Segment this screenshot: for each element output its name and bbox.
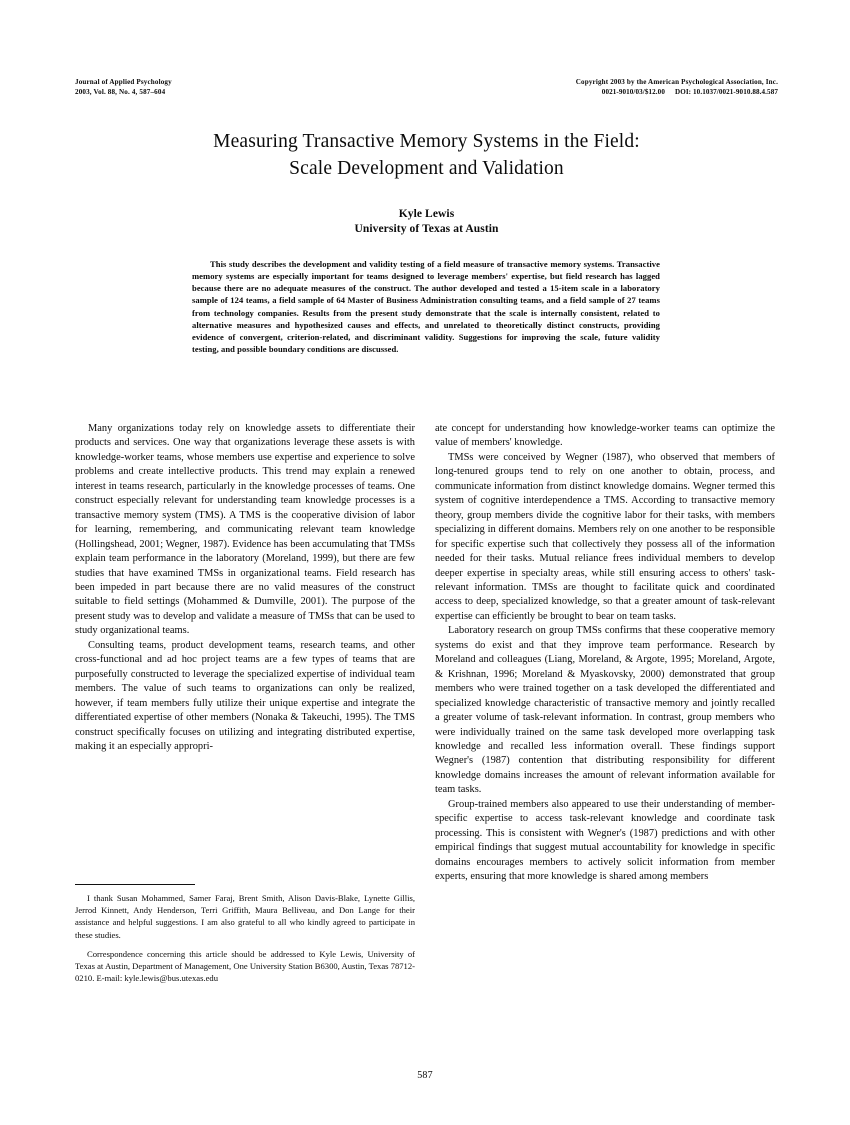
issn-doi-line [576,88,778,98]
acknowledgment-note: I thank Susan Mohammed, Samer Faraj, Brent Smith, Alison Davis-Blake, Lynette Gillis, Jerrod Kinnett, Andy Henderson, Terri Griffith, Maura Belliveau, and Don Lange for their assistance and helpful suggestions. I am also grateful to all who kindly agreed to participate in these studies. [75,893,415,940]
title-block [75,128,778,182]
body-paragraph: TMSs were conceived by Wegner (1987), who observed that members of long-tenured groups tend to rely on one another to obtain, process, and communicate information from distinct knowledge domains. Wegner termed this system of cognitive interdependence a TMS. According to transactive memory theory, group members divide the cognitive labor for their tasks, with members specializing in different domains. Members rely on one another to be responsible for specific expertise such that collectively they possess all of the information needed for their tasks. Mutual reliance frees individual members to develop deeper expertise in specialty areas, while still ensuring access to others' task-relevant information. TMSs are thought to facilitate quick and coordinated access to deep, specialized knowledge, so that a greater amount of task-relevant expertise can efficiently be brought to bear on team tasks. [435,451,775,622]
body-paragraph: Many organizations today rely on knowledge assets to differentiate their products and services. One way that organizations leverage these assets is with knowledge-worker teams, whose members use expertise and experience to solve problems and create intellective products. This trend may explain a renewed interest in teams research, particularly in the knowledge processes of teams. One construct especially relevant for understanding team knowledge processes is a transactive memory system (TMS). A TMS is the cooperative division of labor for learning, remembering, and communicating relevant team knowledge (Hollingshead, 2001; Wegner, 1987). Evidence has been accumulating that TMSs explain team performance in the laboratory (Moreland, 1999), but there are few studies that have examined TMSs in organizational teams. Field research has been impeded in part because there are no valid measures of the construct suitable to field settings (Mohammed & Dumville, 2001). The purpose of the present study was to develop and validate a measure of TMSs that can be used to study organizational teams. [75,423,415,637]
issn-text: 0021-9010/03/$12.00 [601,87,665,96]
body-column-right [435,422,775,885]
body-paragraph: Consulting teams, product development teams, research teams, and other cross-functional and ad hoc project teams are a few types of teams that are purposefully constructed to leverage the specialized expertise of individual team members. The value of such teams to organizations can only be realized, however, if team members fully utilize their unique expertise and integrate the differentiated expertise of other members (Nonaka & Takeuchi, 1995). The TMS construct specifically focuses on utilizing and integrating distributed expertise, making it an especially appropri- [75,639,415,752]
abstract: This study describes the development and validity testing of a field measure of transactive memory systems. Transactive memory systems are especially important for teams designed to leverage members' expertise, but field research has lagged because there are no adequate measures of the construct. The author developed and tested a 15-item scale in a laboratory sample of 124 teams, a field sample of 64 Master of Business Administration consulting teams, and a field sample of 27 teams from technology companies. Results from the present study demonstrate that the scale is internally consistent, related to alternative measures and hypothesized causes and effects, and unrelated to theoretically distinct constructs, providing evidence of convergent, criterion-related, and discriminant validity. Suggestions for improving the scale, future validity testing, and possible boundary conditions are discussed. [192,259,660,355]
journal-issue-line: 2003, Vol. 88, No. 4, 587–604 [75,87,166,96]
title-line-2: Scale Development and Validation [289,158,564,179]
author-affiliation: University of Texas at Austin [354,223,499,235]
body-paragraph: Group-trained members also appeared to use their understanding of member-specific expertise to access task-relevant knowledge and coordinate task processing. This is consistent with Wegner's (1987) predictions and with other empirical findings that suggest mutual accountability for knowledge in specific domains encourages members to actively solicit information from member experts, ensuring that more knowledge is shared among members [435,798,775,883]
page-number: 587 [417,1070,433,1081]
author-name: Kyle Lewis [398,208,455,220]
correspondence-note: Correspondence concerning this article should be addressed to Kyle Lewis, University of Texas at Austin, Department of Management, One University Station B6300, Austin, Texas 78712-0210. E-mail: kyle.lewis@bus.utexas.edu [75,948,415,984]
footnote-rule [75,884,195,885]
body-column-left [75,422,415,754]
journal-identification [75,78,172,97]
doi-text: DOI: 10.1037/0021-9010.88.4.587 [674,87,778,96]
journal-name: Journal of Applied Psychology [75,78,172,86]
footnote-area [75,884,415,984]
body-paragraph: Laboratory research on group TMSs confirms that these cooperative memory systems do exist and that they improve team performance. Research by Moreland and colleagues (Liang, Moreland, & Argote, 1995; Moreland, Argote, & Krishnan, 1996; Moreland & Myaskovsky, 2000) demonstrated that group members who were trained together on a task developed the differentiated and specialized knowledge characteristic of transactive memory and jointly recalled a greater volume of task-relevant information. In contrast, group members who were individually trained on the same task developed more overlapping task knowledge and recalled less information overall. These findings support Wegner's (1987) contention that distributing responsibility for different knowledge domains increases the amount of relevant information available for team tasks. [435,625,775,796]
author-block [75,207,778,237]
body-paragraph: ate concept for understanding how knowledge-worker teams can optimize the value of members' knowledge. [435,423,775,449]
copyright-line: Copyright 2003 by the American Psychological Association, Inc. [575,78,778,86]
running-head [75,78,778,104]
copyright-block [576,78,778,97]
page-title [75,128,778,182]
title-line-1: Measuring Transactive Memory Systems in the Field: [213,131,640,152]
